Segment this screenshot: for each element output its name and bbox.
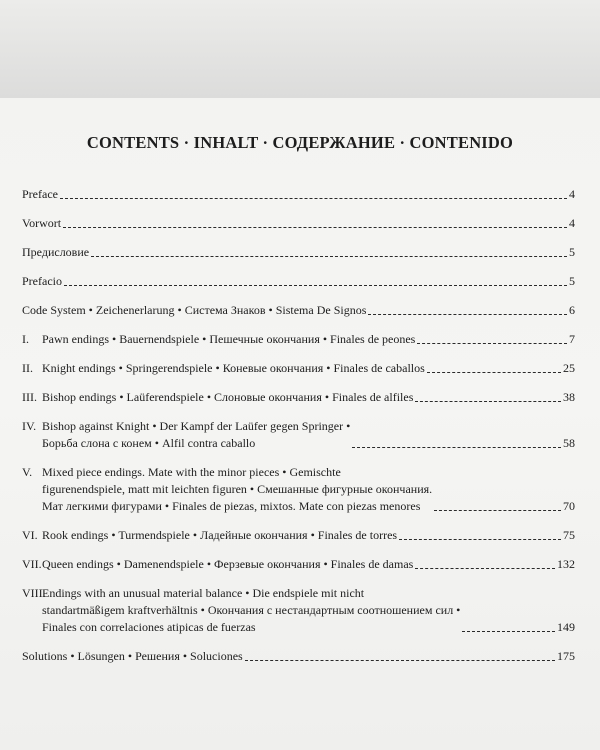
toc-page-number: 7 — [569, 332, 575, 346]
toc-entry — [22, 186, 575, 203]
toc-page-number: 4 — [569, 216, 575, 230]
toc-entry-title-line: Mixed piece endings. Mate with the minor pieces • Gemischte — [42, 465, 341, 479]
table-of-contents — [22, 186, 575, 677]
dot-leader — [352, 443, 561, 448]
toc-entry-title-line: Bishop against Knight • Der Kampf der Laüfer gegen Springer • — [42, 419, 351, 433]
toc-entry — [22, 273, 575, 290]
toc-entry — [22, 585, 575, 636]
toc-entry — [22, 418, 575, 452]
toc-entry — [22, 556, 575, 573]
toc-entry-number: VI. — [22, 528, 38, 542]
toc-page-number: 58 — [563, 436, 575, 450]
toc-entry-title — [42, 556, 413, 573]
toc-entry-title-line: Pawn endings • Bauernendspiele • Пешечные окончания • Finales de peones — [42, 332, 416, 346]
dot-leader — [462, 627, 555, 632]
toc-entry-title-line: Code System • Zeichenerlarung • Система Знаков • Sistema De Signos — [22, 303, 367, 317]
toc-entry-number: III. — [22, 390, 37, 404]
toc-entry — [22, 331, 575, 348]
toc-entry-number: II. — [22, 361, 33, 375]
toc-entry-title-line: Rook endings • Turmendspiele • Ладейные окончания • Finales de torres — [42, 528, 398, 542]
toc-entry-title-line: Solutions • Lösungen • Решения • Soluciones — [22, 649, 243, 663]
toc-entry-number: IV. — [22, 419, 37, 433]
toc-entry — [22, 464, 575, 515]
page-title: CONTENTS · INHALT · СОДЕРЖАНИЕ · CONTENIDO — [86, 133, 514, 152]
toc-entry-title — [42, 418, 350, 452]
dot-leader — [64, 281, 567, 286]
toc-page-number: 38 — [563, 390, 575, 404]
dot-leader — [91, 252, 567, 257]
dot-leader — [63, 223, 567, 228]
toc-entry-number: VIII. — [22, 586, 46, 600]
dot-leader — [434, 506, 561, 511]
toc-entry-title-line: Bishop endings • Laüferendspiele • Слоновые окончания • Finales de alfiles — [42, 390, 414, 404]
toc-page-number: 25 — [563, 361, 575, 375]
toc-entry — [22, 648, 575, 665]
toc-page-number: 149 — [557, 620, 575, 634]
toc-entry-title-line: Endings with an unusual material balance • Die endspiele mit nicht — [42, 586, 365, 600]
toc-entry-title-line: Мат легкими фигурами • Finales de piezas, mixtos. Mate con piezas menores — [42, 499, 421, 513]
toc-entry-title — [22, 186, 58, 203]
toc-entry-title-line: figurenendspiele, matt mit leichten figuren • Смешанные фигурные окончания. — [42, 482, 433, 496]
toc-entry-title-line: Prefacio — [22, 274, 62, 288]
toc-entry-title-line: Finales con correlaciones atipicas de fuerzas — [42, 620, 256, 634]
toc-entry — [22, 360, 575, 377]
toc-entry — [22, 527, 575, 544]
toc-page-number: 5 — [569, 245, 575, 259]
toc-entry-title-line: standartmäßigem kraftverhältnis • Окончания с нестандартным соотношением сил • — [42, 603, 461, 617]
toc-entry-number: V. — [22, 465, 33, 479]
toc-entry-title — [22, 648, 243, 665]
toc-page-number: 5 — [569, 274, 575, 288]
dot-leader — [427, 368, 561, 373]
toc-entry-number: I. — [22, 332, 29, 346]
toc-entry-number: VII. — [22, 557, 42, 571]
toc-page-number: 75 — [563, 528, 575, 542]
toc-entry-title-line: Предисловие — [22, 245, 90, 259]
toc-page-number: 6 — [569, 303, 575, 317]
dot-leader — [60, 194, 567, 199]
toc-entry-title — [22, 215, 61, 232]
toc-page-number: 132 — [557, 557, 575, 571]
toc-entry-title-line: Queen endings • Damenendspiele • Ферзевые окончания • Finales de damas — [42, 557, 414, 571]
toc-entry-title — [42, 527, 397, 544]
dot-leader — [399, 535, 561, 540]
toc-entry — [22, 215, 575, 232]
toc-entry-title-line: Борьба слона с конем • Alfil contra caballo — [42, 436, 256, 450]
toc-entry-title — [22, 273, 62, 290]
dot-leader — [245, 656, 555, 661]
toc-entry-title-line: Knight endings • Springerendspiele • Коневые окончания • Finales de caballos — [42, 361, 425, 375]
toc-entry-title-line: Vorwort — [22, 216, 62, 230]
toc-entry-title — [42, 585, 460, 636]
dot-leader — [415, 564, 555, 569]
toc-entry-title — [42, 464, 432, 515]
toc-entry — [22, 302, 575, 319]
dot-leader — [417, 339, 567, 344]
toc-entry-title — [42, 331, 415, 348]
toc-entry-title-line: Preface — [22, 187, 58, 201]
toc-entry — [22, 244, 575, 261]
toc-page-number: 70 — [563, 499, 575, 513]
toc-page-number: 4 — [569, 187, 575, 201]
toc-entry-title — [42, 360, 425, 377]
dot-leader — [415, 397, 561, 402]
toc-entry-title — [22, 244, 89, 261]
top-shadow-band — [0, 0, 600, 98]
dot-leader — [368, 310, 567, 315]
toc-entry — [22, 389, 575, 406]
toc-entry-title — [22, 302, 366, 319]
toc-entry-title — [42, 389, 413, 406]
toc-page-number: 175 — [557, 649, 575, 663]
